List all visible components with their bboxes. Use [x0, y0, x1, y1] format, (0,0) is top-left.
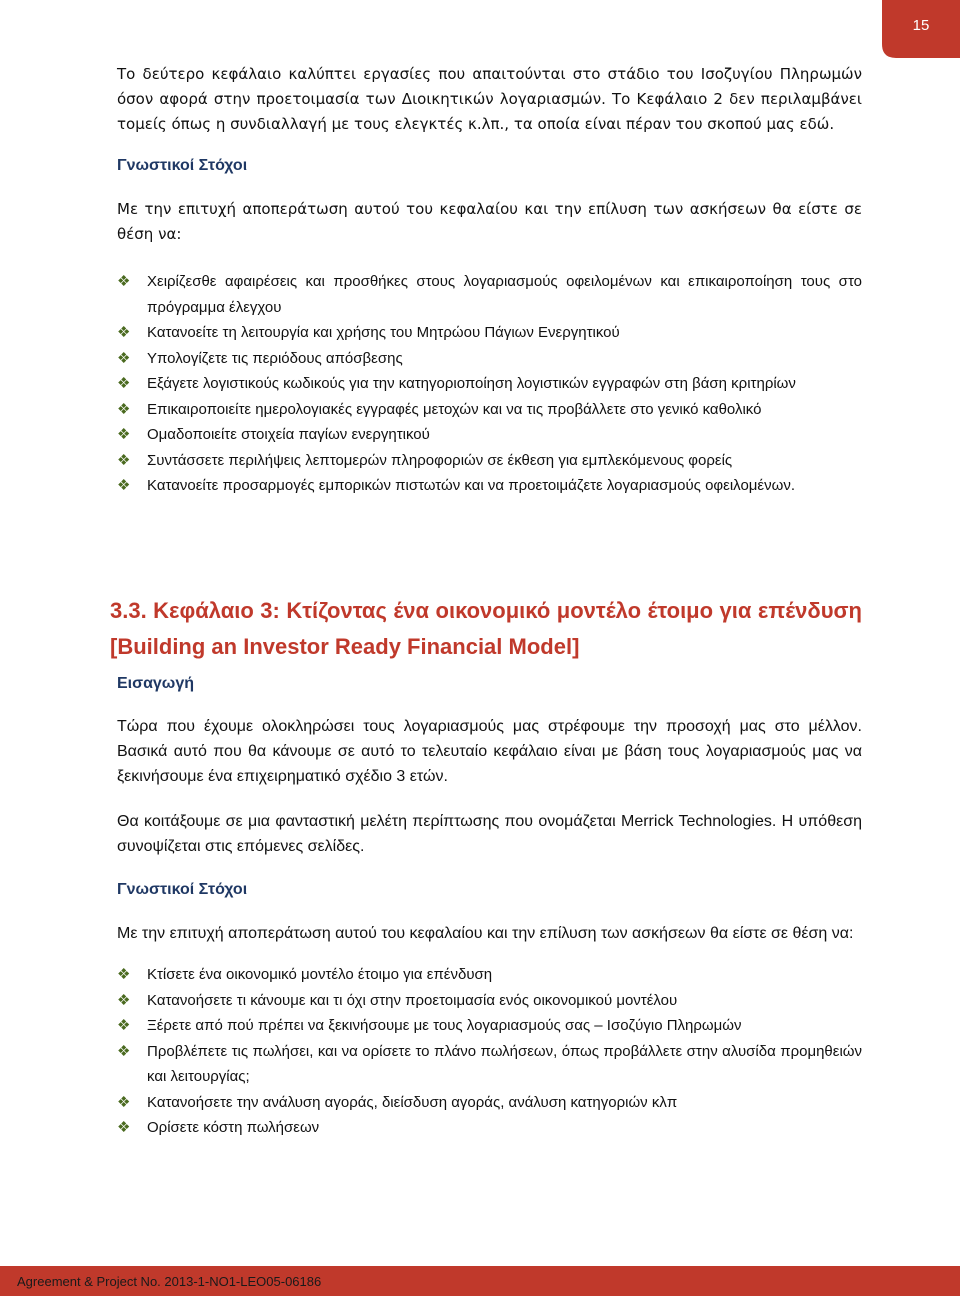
section2-lead: Με την επιτυχή αποπεράτωση αυτού του κεφαλαίου και την επίλυση των ασκήσεων θα είστε σε θέση να: [117, 925, 854, 942]
list-item: ❖ Κτίσετε ένα οικονομικό μοντέλο έτοιμο για επένδυση [117, 962, 862, 988]
diamond-star-icon: ❖ [117, 1119, 131, 1136]
list-item: ❖ Ομαδοποιείτε στοιχεία παγίων ενεργητικού [117, 422, 862, 448]
diamond-star-icon: ❖ [117, 991, 131, 1009]
list-item: ❖ Υπολογίζετε τις περιόδους απόσβεσης [117, 346, 862, 372]
diamond-star-icon: ❖ [117, 1017, 131, 1034]
intro-paragraph-2: Θα κοιτάξουμε σε μια φανταστική μελέτη περίπτωσης που ονομάζεται Merrick Technologies. Η υπόθεση συνοψίζεται στις επόμενες σελίδες. [117, 813, 862, 855]
section2-heading: Γνωστικοί Στόχοι [117, 881, 248, 898]
page-number: 15 [912, 17, 930, 34]
section1-lead: Με την επιτυχή αποπεράτωση αυτού του κεφαλαίου και την επίλυση των ασκήσεων θα είστε σε θέση να: [117, 200, 862, 243]
chapter3-content [117, 675, 862, 1141]
intro-paragraph: Το δεύτερο κεφάλαιο καλύπτει εργασίες που απαιτούνται στο στάδιο του Ισοζυγίου Πληρωμών όσον αφορά στην προετοιμασία των Διοικητικών λογαριασμών. Το Κεφάλαιο 2 δεν περιλαμβάνει τομείς όπως η συνδιαλλαγή με τους ελεγκτές κ.λπ., τα οποία είναι πέραν του σκοπού μας εδώ. [117, 65, 862, 133]
diamond-star-icon: ❖ [117, 451, 131, 469]
list-item: ❖ Συντάσσετε περιλήψεις λεπτομερών πληροφοριών σε έκθεση για εμπλεκόμενους φορείς [117, 448, 862, 474]
diamond-star-icon: ❖ [117, 324, 131, 341]
list-item: ❖ Κατανοήσετε τι κάνουμε και τι όχι στην προετοιμασία ενός οικονομικού μοντέλου [117, 988, 862, 1014]
list-item: ❖ Ξέρετε από πού πρέπει να ξεκινήσουμε με τους λογαριασμούς σας – Ισοζύγιο Πληρωμών [117, 1013, 862, 1039]
section2-bullet-list [117, 962, 862, 1141]
intro-paragraph-1: Τώρα που έχουμε ολοκληρώσει τους λογαριασμούς μας στρέφουμε την προσοχή μας στο μέλλον. Βασικά αυτό που θα κάνουμε σε αυτό το τελευταίο κεφάλαιο είναι με βάση τους λογαριασμούς μας να ξεκινήσουμε ένα επιχειρηματικό σχέδιο 3 ετών. [117, 718, 862, 785]
list-item: ❖ Επικαιροποιείτε ημερολογιακές εγγραφές μετοχών και να τις προβάλλετε στο γενικό καθολικό [117, 397, 862, 423]
list-item: ❖ Χειρίζεσθε αφαιρέσεις και προσθήκες στους λογαριασμούς οφειλομένων και επικαιροποίηση τους στο πρόγραμμα έλεγχου [117, 269, 862, 320]
list-item: ❖ Κατανοείτε τη λειτουργία και χρήσης του Μητρώου Πάγιων Ενεργητικού [117, 320, 862, 346]
diamond-star-icon: ❖ [117, 1093, 131, 1111]
diamond-star-icon: ❖ [117, 1042, 131, 1060]
list-item: ❖ Κατανοήσετε την ανάλυση αγοράς, διείσδυση αγοράς, ανάλυση κατηγοριών κλπ [117, 1090, 862, 1116]
list-item: ❖ Κατανοείτε προσαρμογές εμπορικών πιστωτών και να προετοιμάζετε λογαριασμούς οφειλομένων. [117, 473, 862, 499]
diamond-star-icon: ❖ [117, 273, 131, 290]
diamond-star-icon: ❖ [117, 349, 131, 367]
section1-heading: Γνωστικοί Στόχοι [117, 157, 248, 174]
section1-bullet-list [117, 269, 862, 499]
footer-text: Agreement & Project No. 2013-1-NO1-LEO05-06186 [17, 1274, 322, 1289]
diamond-star-icon: ❖ [117, 400, 131, 418]
list-item: ❖ Εξάγετε λογιστικούς κωδικούς για την κατηγοριοποίηση λογιστικών εγγραφών στη βάση κριτηρίων [117, 371, 862, 397]
list-item: ❖ Ορίσετε κόστη πωλήσεων [117, 1115, 862, 1141]
page-number-badge [882, 0, 960, 58]
page-content [117, 62, 862, 499]
chapter-title: 3.3. Κεφάλαιο 3: Κτίζοντας ένα οικονομικό μοντέλο έτοιμο για επένδυση [Building an Investor Ready Financial Model] [110, 598, 862, 659]
diamond-star-icon: ❖ [117, 375, 131, 392]
intro-heading: Εισαγωγή [117, 675, 194, 692]
footer-bar [0, 1266, 960, 1296]
diamond-star-icon: ❖ [117, 966, 131, 983]
diamond-star-icon: ❖ [117, 477, 131, 494]
diamond-star-icon: ❖ [117, 426, 131, 443]
list-item: ❖ Προβλέπετε τις πωλήσει, και να ορίσετε το πλάνο πωλήσεων, όπως προβάλλετε στην αλυσίδα προμηθειών και λειτουργίας; [117, 1039, 862, 1090]
